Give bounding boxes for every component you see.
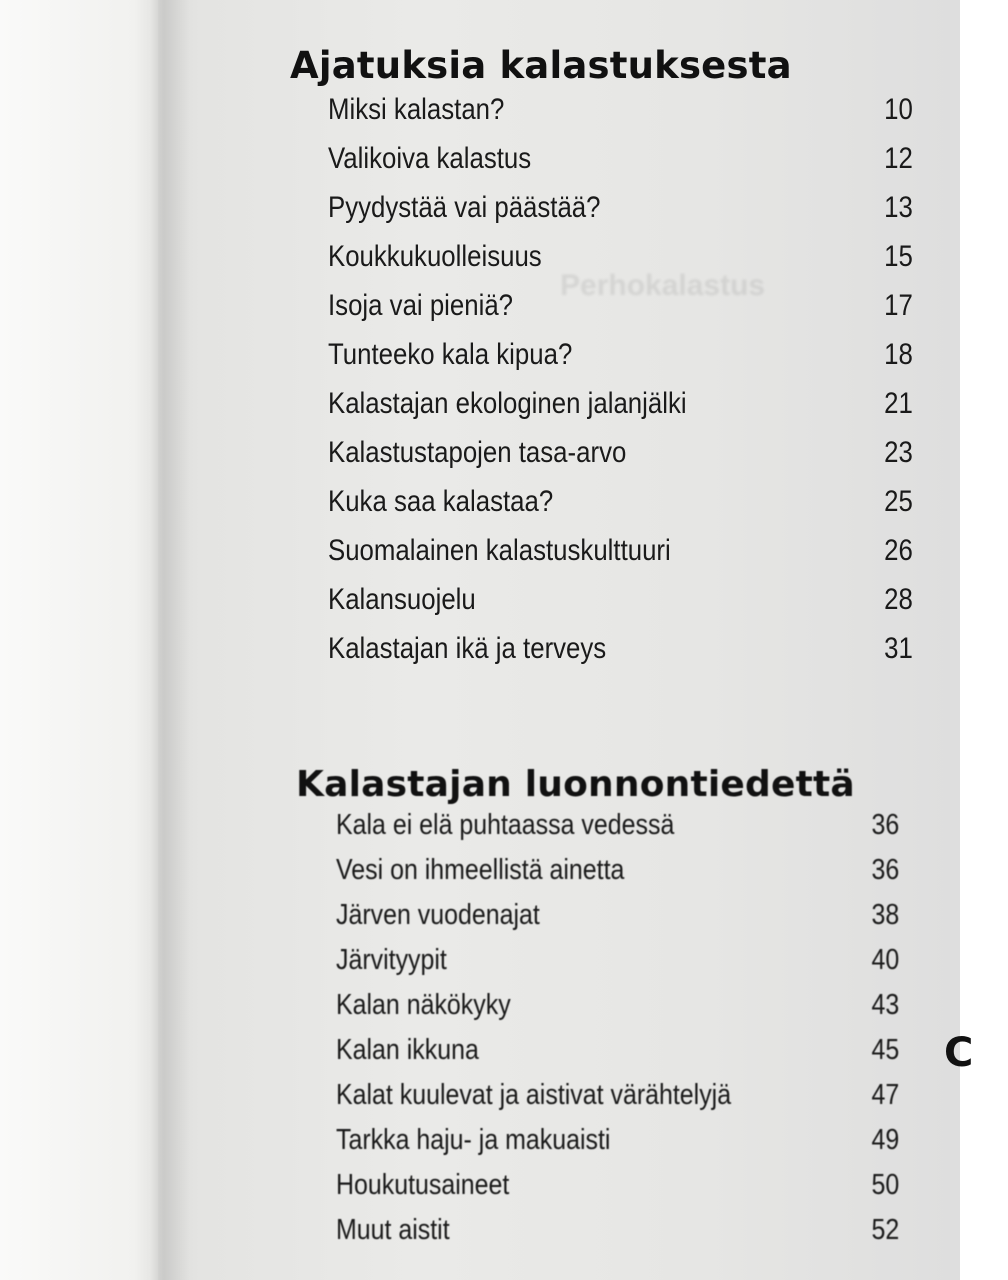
entry-title: Järvityypit bbox=[336, 944, 447, 976]
entry-title: Muut aistit bbox=[336, 1214, 450, 1246]
entry-page: 52 bbox=[871, 1214, 900, 1246]
toc-entry bbox=[336, 1169, 899, 1214]
entry-page: 23 bbox=[884, 436, 913, 469]
entry-page: 10 bbox=[884, 93, 913, 126]
entry-title: Kalansuojelu bbox=[328, 583, 476, 616]
toc-entry bbox=[336, 899, 899, 944]
entry-page: 47 bbox=[871, 1079, 900, 1111]
entry-title: Kalastustapojen tasa-arvo bbox=[328, 436, 627, 469]
entry-title: Kalastajan ikä ja terveys bbox=[328, 632, 607, 665]
entry-title: Kalan ikkuna bbox=[336, 1034, 479, 1066]
entry-page: 17 bbox=[884, 289, 913, 322]
entry-page: 15 bbox=[884, 240, 913, 273]
entry-title: Tunteeko kala kipua? bbox=[328, 338, 573, 371]
entry-page: 12 bbox=[884, 142, 913, 175]
toc-section bbox=[296, 764, 991, 1259]
toc-list bbox=[328, 93, 1008, 681]
entry-title: Kalastajan ekologinen jalanjälki bbox=[328, 387, 687, 420]
section-title: Ajatuksia kalastuksesta bbox=[290, 44, 792, 87]
entry-page: 40 bbox=[871, 944, 900, 976]
toc-entry bbox=[336, 854, 899, 899]
entry-page: 18 bbox=[884, 338, 913, 371]
toc-entry bbox=[328, 583, 913, 632]
toc-entry bbox=[328, 632, 913, 681]
toc-entry bbox=[328, 93, 913, 142]
entry-page: 43 bbox=[871, 989, 900, 1021]
bleed-heading: Perhokalastus bbox=[560, 269, 766, 302]
toc-entry bbox=[336, 944, 899, 989]
entry-title: Miksi kalastan? bbox=[328, 93, 505, 126]
toc-entry bbox=[328, 289, 913, 338]
entry-page: 38 bbox=[871, 899, 900, 931]
entry-title: Kalat kuulevat ja aistivat värähtelyjä bbox=[336, 1079, 732, 1111]
entry-page: 36 bbox=[871, 809, 900, 841]
entry-page: 28 bbox=[884, 583, 913, 616]
entry-title: Tarkka haju- ja makuaisti bbox=[336, 1124, 611, 1156]
toc-entry bbox=[328, 387, 913, 436]
toc-entry bbox=[336, 1214, 899, 1259]
entry-title: Kuka saa kalastaa? bbox=[328, 485, 554, 518]
entry-title: Kalan näkökyky bbox=[336, 989, 511, 1021]
entry-title: Vesi on ihmeellistä ainetta bbox=[336, 854, 625, 886]
toc-section bbox=[290, 44, 1008, 681]
entry-title: Suomalainen kalastuskulttuuri bbox=[328, 534, 671, 567]
entry-page: 13 bbox=[884, 191, 913, 224]
entry-title: Pyydystää vai päästää? bbox=[328, 191, 601, 224]
entry-page: 21 bbox=[884, 387, 913, 420]
toc-entry bbox=[336, 1124, 899, 1169]
toc-entry bbox=[328, 191, 913, 240]
entry-title: Isoja vai pieniä? bbox=[328, 289, 514, 322]
entry-title: Järven vuodenajat bbox=[336, 899, 540, 931]
toc-entry bbox=[328, 534, 913, 583]
facing-page-edge-letter: C bbox=[944, 1030, 974, 1076]
toc-entry bbox=[328, 436, 913, 485]
entry-page: 49 bbox=[871, 1124, 900, 1156]
entry-page: 50 bbox=[871, 1169, 900, 1201]
entry-page: 36 bbox=[871, 854, 900, 886]
toc-entry bbox=[328, 142, 913, 191]
entry-page: 26 bbox=[884, 534, 913, 567]
entry-title: Kala ei elä puhtaassa vedessä bbox=[336, 809, 675, 841]
entry-page: 31 bbox=[884, 632, 913, 665]
entry-page: 45 bbox=[871, 1034, 900, 1066]
toc-entry bbox=[336, 809, 899, 854]
toc-entry bbox=[328, 338, 913, 387]
toc-entry bbox=[328, 485, 913, 534]
toc-entry bbox=[336, 1034, 899, 1079]
entry-title: Koukkukuolleisuus bbox=[328, 240, 542, 273]
entry-page: 25 bbox=[884, 485, 913, 518]
toc-entry bbox=[336, 989, 899, 1034]
section-title: Kalastajan luonnontiedettä bbox=[296, 764, 855, 805]
toc-entry bbox=[328, 240, 913, 289]
entry-title: Valikoiva kalastus bbox=[328, 142, 532, 175]
entry-title: Houkutusaineet bbox=[336, 1169, 510, 1201]
toc-entry bbox=[336, 1079, 899, 1124]
toc-list bbox=[336, 809, 991, 1259]
